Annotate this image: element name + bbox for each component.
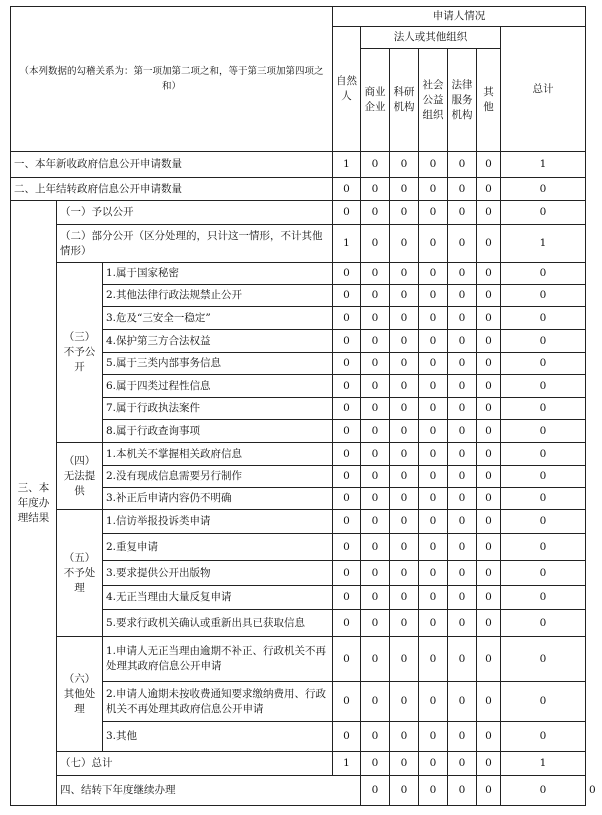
cell-value: 0 — [419, 152, 448, 178]
cell-value: 0 — [419, 263, 448, 285]
cell-value: 0 — [501, 285, 586, 307]
cell-value: 0 — [390, 682, 419, 722]
cell-value: 0 — [501, 466, 586, 488]
cell-value: 0 — [501, 561, 586, 586]
cell-value: 0 — [501, 420, 586, 443]
cell-value: 1 — [333, 152, 361, 178]
cell-value: 0 — [361, 510, 390, 534]
group-4-label: （四）无法提供 — [57, 443, 103, 510]
cell-value: 0 — [477, 307, 501, 330]
cell-value: 0 — [477, 722, 501, 752]
cell-value: 0 — [390, 263, 419, 285]
cell-value: 0 — [419, 561, 448, 586]
cell-value: 0 — [333, 586, 361, 610]
cell-value: 0 — [448, 152, 477, 178]
cell-value: 0 — [390, 285, 419, 307]
cell-value: 0 — [390, 488, 419, 510]
cell-value: 0 — [333, 722, 361, 752]
cell-value: 0 — [448, 722, 477, 752]
col-header-other: 其他 — [477, 49, 501, 152]
cell-value: 1 — [501, 225, 586, 263]
cell-value: 0 — [390, 307, 419, 330]
cell-value: 0 — [361, 488, 390, 510]
cell-value: 0 — [477, 285, 501, 307]
row-label: 3.其他 — [103, 722, 333, 752]
cell-value: 0 — [419, 375, 448, 398]
cell-value: 0 — [419, 534, 448, 561]
group-5-label: （五）不予处理 — [57, 510, 103, 637]
cell-value: 0 — [477, 510, 501, 534]
cell-value: 0 — [501, 307, 586, 330]
cell-value: 0 — [477, 586, 501, 610]
cell-value: 0 — [477, 466, 501, 488]
row-label: 2.其他法律行政法规禁止公开 — [103, 285, 333, 307]
cell-value: 0 — [501, 201, 586, 225]
cell-value: 0 — [448, 443, 477, 466]
cell-value: 0 — [448, 776, 477, 806]
cell-value: 0 — [477, 682, 501, 722]
col-header-research: 科研机构 — [390, 49, 419, 152]
row-label: 2.重复申请 — [103, 534, 333, 561]
group-3-label: （三）不予公开 — [57, 263, 103, 443]
cell-value: 0 — [390, 776, 419, 806]
cell-value: 0 — [419, 466, 448, 488]
header-applicant-situation: 申请人情况 — [333, 7, 586, 27]
cell-value: 0 — [419, 285, 448, 307]
cell-value: 0 — [333, 330, 361, 353]
cell-value: 0 — [448, 307, 477, 330]
cell-value: 0 — [390, 561, 419, 586]
cell-value: 0 — [419, 722, 448, 752]
cell-value: 0 — [477, 398, 501, 420]
cell-value: 0 — [419, 353, 448, 375]
section-3-label: 三、本年度办理结果 — [11, 201, 57, 806]
cell-value: 0 — [390, 152, 419, 178]
cell-value: 0 — [333, 201, 361, 225]
cell-value: 0 — [333, 307, 361, 330]
cell-value: 0 — [361, 201, 390, 225]
cell-value: 0 — [419, 178, 448, 201]
cell-value: 0 — [448, 263, 477, 285]
application-statistics-table — [10, 6, 596, 806]
cell-value: 0 — [390, 752, 419, 776]
cell-value: 0 — [419, 307, 448, 330]
cell-value: 0 — [448, 420, 477, 443]
cell-value: 0 — [361, 682, 390, 722]
cell-value: 0 — [361, 637, 390, 682]
cell-value: 0 — [448, 466, 477, 488]
cell-value: 0 — [477, 353, 501, 375]
cell-value: 0 — [501, 610, 586, 637]
cell-value: 0 — [419, 637, 448, 682]
cell-value: 0 — [477, 152, 501, 178]
cell-value: 0 — [390, 443, 419, 466]
table-row — [11, 263, 586, 285]
cell-value: 0 — [501, 330, 586, 353]
cell-value: 0 — [361, 466, 390, 488]
cell-value: 1 — [333, 752, 361, 776]
cell-value: 0 — [361, 330, 390, 353]
cell-value: 0 — [477, 375, 501, 398]
cell-value: 0 — [448, 201, 477, 225]
cell-value: 0 — [477, 488, 501, 510]
cell-value: 0 — [501, 637, 586, 682]
row-label: 6.属于四类过程性信息 — [103, 375, 333, 398]
cell-value: 0 — [390, 178, 419, 201]
col-header-legal-service: 法律服务机构 — [448, 49, 477, 152]
table-row — [11, 178, 586, 201]
row-label: 3.补正后申请内容仍不明确 — [103, 488, 333, 510]
cell-value: 0 — [419, 610, 448, 637]
row-label: 5.属于三类内部事务信息 — [103, 353, 333, 375]
cell-value: 0 — [333, 398, 361, 420]
cell-value: 0 — [419, 398, 448, 420]
cell-value: 0 — [448, 610, 477, 637]
table-row — [11, 225, 586, 263]
header-row-1 — [11, 7, 586, 27]
cell-value: 0 — [361, 752, 390, 776]
table-row — [11, 152, 586, 178]
cell-value: 0 — [477, 776, 501, 806]
cell-value: 0 — [477, 225, 501, 263]
row-label: 3.危及“三安全一稳定” — [103, 307, 333, 330]
cell-value: 0 — [419, 510, 448, 534]
table-row — [11, 510, 586, 534]
table-row — [11, 443, 586, 466]
cell-value: 0 — [333, 637, 361, 682]
row-label: 7.属于行政执法案件 — [103, 398, 333, 420]
cell-value: 0 — [419, 586, 448, 610]
cell-value: 0 — [361, 225, 390, 263]
header-legal-person-orgs: 法人或其他组织 — [361, 27, 501, 49]
cell-value: 0 — [448, 178, 477, 201]
row-label: 一、本年新收政府信息公开申请数量 — [11, 152, 333, 178]
col-header-natural-person: 自然人 — [333, 27, 361, 152]
cell-value: 0 — [477, 178, 501, 201]
cell-value: 0 — [390, 225, 419, 263]
cell-value: 0 — [448, 225, 477, 263]
cell-value: 0 — [333, 263, 361, 285]
cell-value: 0 — [361, 586, 390, 610]
row-label: 二、上年结转政府信息公开申请数量 — [11, 178, 333, 201]
cell-value: 0 — [361, 722, 390, 752]
col-header-total: 总计 — [501, 27, 586, 152]
cell-value: 0 — [419, 776, 448, 806]
cell-value: 1 — [501, 752, 586, 776]
cell-value: 0 — [390, 534, 419, 561]
col-header-commercial: 商业企业 — [361, 49, 390, 152]
cell-value: 0 — [333, 488, 361, 510]
row-label: 1.本机关不掌握相关政府信息 — [103, 443, 333, 466]
cell-value: 0 — [390, 398, 419, 420]
table-row: 四、结转下年度继续办理 0 0 0 0 0 0 0 — [11, 776, 586, 806]
row-label: （一）予以公开 — [57, 201, 333, 225]
cell-value: 0 — [501, 586, 586, 610]
cell-value: 0 — [448, 510, 477, 534]
table-row — [11, 752, 586, 776]
table-row — [11, 637, 586, 682]
cell-value: 0 — [501, 488, 586, 510]
cell-value: 0 — [390, 330, 419, 353]
cell-value: 0 — [448, 330, 477, 353]
cell-value: 0 — [361, 610, 390, 637]
cell-value: 0 — [501, 534, 586, 561]
cell-value: 0 — [448, 752, 477, 776]
cell-value: 0 — [501, 375, 586, 398]
row-label: 4.保护第三方合法权益 — [103, 330, 333, 353]
row-label: 3.要求提供公开出版物 — [103, 561, 333, 586]
cell-value: 0 — [361, 152, 390, 178]
cell-value: 0 — [477, 534, 501, 561]
cell-value: 0 — [477, 201, 501, 225]
cell-value: 0 — [448, 353, 477, 375]
cell-value: 0 — [333, 610, 361, 637]
cell-value: 0 — [361, 398, 390, 420]
cell-value: 0 — [419, 225, 448, 263]
cell-value: 0 — [501, 398, 586, 420]
row-label: 4.无正当理由大量反复申请 — [103, 586, 333, 610]
row-label: 1.属于国家秘密 — [103, 263, 333, 285]
row-label: （二）部分公开（区分处理的，只计这一情形，不计其他情形） — [57, 225, 333, 263]
cell-value: 0 — [448, 398, 477, 420]
cell-value: 0 — [448, 586, 477, 610]
cell-value: 0 — [361, 178, 390, 201]
cell-value: 0 — [477, 637, 501, 682]
cell-value: 0 — [390, 510, 419, 534]
cell-value: 0 — [390, 353, 419, 375]
cell-value: 0 — [361, 420, 390, 443]
row-label: 2.申请人逾期未按收费通知要求缴纳费用、行政机关不再处理其政府信息公开申请 — [103, 682, 333, 722]
cell-value: 0 — [390, 637, 419, 682]
cell-value: 0 — [501, 178, 586, 201]
cell-value: 0 — [390, 466, 419, 488]
cell-value: 0 — [333, 178, 361, 201]
row-label: （七）总计 — [57, 752, 333, 776]
cell-value: 0 — [361, 443, 390, 466]
cell-value: 0 — [501, 353, 586, 375]
cell-value: 0 — [477, 443, 501, 466]
cell-value: 0 — [333, 420, 361, 443]
cell-value: 0 — [419, 488, 448, 510]
row-label: 5.要求行政机关确认或重新出具已获取信息 — [103, 610, 333, 637]
cell-value: 0 — [448, 285, 477, 307]
row-label: 1.信访举报投诉类申请 — [103, 510, 333, 534]
cell-value: 0 — [361, 375, 390, 398]
cell-value: 0 — [477, 752, 501, 776]
cell-value: 0 — [333, 510, 361, 534]
cell-value: 0 — [448, 637, 477, 682]
cell-value: 0 — [448, 375, 477, 398]
cell-value: 0 — [333, 534, 361, 561]
cell-value: 0 — [361, 263, 390, 285]
cell-value: 0 — [501, 776, 586, 806]
cell-value: 0 — [361, 776, 390, 806]
cell-value: 0 — [477, 420, 501, 443]
cell-value: 0 — [361, 561, 390, 586]
cell-value: 0 — [477, 263, 501, 285]
cell-value: 0 — [390, 722, 419, 752]
cell-value: 0 — [390, 610, 419, 637]
cell-value: 0 — [419, 330, 448, 353]
cell-value: 0 — [477, 330, 501, 353]
row-label: 8.属于行政查询事项 — [103, 420, 333, 443]
cell-value: 0 — [448, 561, 477, 586]
cell-value: 0 — [419, 752, 448, 776]
cell-value: 0 — [361, 534, 390, 561]
cell-value: 1 — [333, 225, 361, 263]
cell-value: 0 — [448, 488, 477, 510]
cell-value: 0 — [390, 201, 419, 225]
cell-value: 0 — [448, 534, 477, 561]
cell-value: 0 — [333, 443, 361, 466]
cell-value: 0 — [333, 375, 361, 398]
cell-value: 0 — [333, 561, 361, 586]
cell-value: 1 — [501, 152, 586, 178]
cell-value: 0 — [333, 466, 361, 488]
cell-value: 0 — [501, 682, 586, 722]
cell-value: 0 — [390, 420, 419, 443]
cell-value: 0 — [477, 610, 501, 637]
cell-value: 0 — [419, 420, 448, 443]
cell-value: 0 — [390, 586, 419, 610]
cell-value: 0 — [501, 443, 586, 466]
cell-value: 0 — [333, 353, 361, 375]
group-6-label: （六）其他处理 — [57, 637, 103, 752]
header-note: （本列数据的勾稽关系为：第一项加第二项之和，等于第三项加第四项之和） — [11, 7, 333, 152]
cell-value: 0 — [419, 201, 448, 225]
cell-value: 0 — [501, 722, 586, 752]
cell-value: 0 — [501, 510, 586, 534]
cell-value: 0 — [333, 682, 361, 722]
cell-value: 0 — [477, 561, 501, 586]
col-header-social-welfare: 社会公益组织 — [419, 49, 448, 152]
row-label: 四、结转下年度继续办理 — [57, 776, 361, 806]
cell-value: 0 — [361, 285, 390, 307]
cell-value: 0 — [361, 307, 390, 330]
table-row — [11, 201, 586, 225]
cell-value: 0 — [501, 263, 586, 285]
row-label: 1.申请人无正当理由逾期不补正、行政机关不再处理其政府信息公开申请 — [103, 637, 333, 682]
cell-value: 0 — [448, 682, 477, 722]
cell-value: 0 — [361, 353, 390, 375]
cell-value: 0 — [419, 682, 448, 722]
cell-value: 0 — [333, 285, 361, 307]
cell-value: 0 — [390, 375, 419, 398]
row-label: 2.没有现成信息需要另行制作 — [103, 466, 333, 488]
cell-value: 0 — [419, 443, 448, 466]
